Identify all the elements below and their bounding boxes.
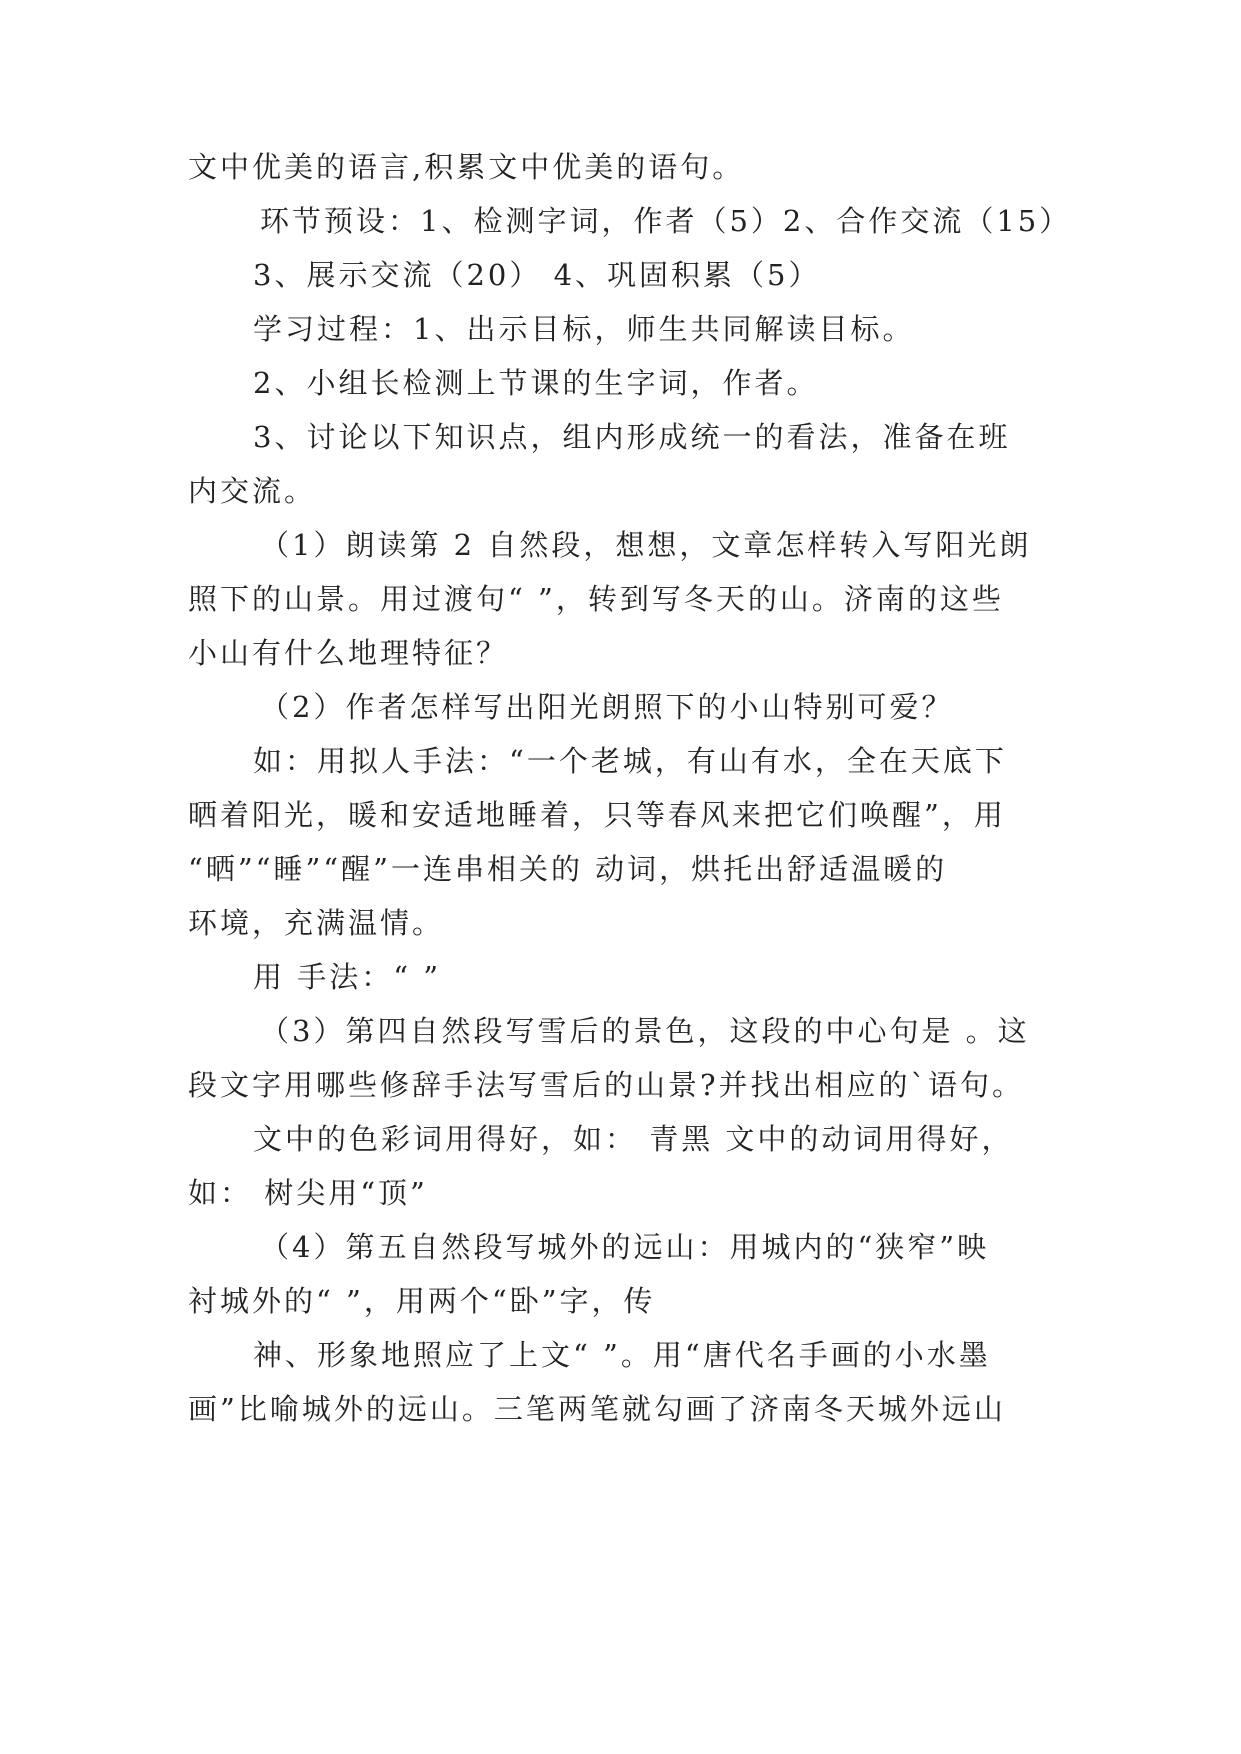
text-line: 环境，充满温情。	[188, 906, 445, 940]
text-line: （2）作者怎样写出阳光朗照下的小山特别可爱？	[260, 690, 954, 724]
text-line: 内交流。	[188, 474, 317, 508]
text-line: 2、小组长检测上节课的生字词，作者。	[253, 366, 819, 400]
text-line: 用 手法：“ ”	[253, 960, 442, 994]
text-line: 3、展示交流（20） 4、巩固积累（5）	[253, 258, 821, 292]
text-line: 画”比喻城外的远山。三笔两笔就勾画了济南冬天城外远山	[188, 1392, 1006, 1426]
text-line: “晒”“睡”“醒”一连串相关的 动词，烘托出舒适温暖的	[188, 852, 948, 886]
text-line: 照下的山景。用过渡句“ ”，转到写冬天的山。济南的这些	[188, 582, 1004, 616]
text-line: 学习过程：1、出示目标，师生共同解读目标。	[253, 312, 915, 346]
text-line: 段文字用哪些修辞手法写雪后的山景?并找出相应的`语句。	[188, 1068, 1025, 1102]
text-line: 衬城外的“ ”，用两个“卧”字，传	[188, 1284, 656, 1318]
text-line: 文中优美的语言,积累文中优美的语句。	[188, 150, 745, 184]
text-line: 晒着阳光，暖和安适地睡着，只等春风来把它们唤醒”，用	[188, 798, 1006, 832]
text-line: 文中的色彩词用得好，如： 青黑 文中的动词用得好，	[253, 1122, 1014, 1156]
text-line: 3、讨论以下知识点，组内形成统一的看法，准备在班	[253, 420, 1011, 454]
text-line: （4）第五自然段写城外的远山：用城内的“狭窄”映	[260, 1230, 990, 1264]
text-line: 如： 树尖用“顶”	[188, 1176, 428, 1210]
text-line: 环节预设：1、检测字词，作者（5）2、合作交流（15）	[260, 204, 1072, 238]
text-line: （3）第四自然段写雪后的景色，这段的中心句是 。这	[260, 1014, 1030, 1048]
text-line: （1）朗读第 2 自然段，想想，文章怎样转入写阳光朗	[260, 528, 1032, 562]
text-line: 如：用拟人手法：“一个老城，有山有水，全在天底下	[253, 744, 1007, 778]
text-line: 小山有什么地理特征？	[188, 636, 509, 670]
text-line: 神、形象地照应了上文“ ”。用“唐代名手画的小水墨	[253, 1338, 991, 1372]
